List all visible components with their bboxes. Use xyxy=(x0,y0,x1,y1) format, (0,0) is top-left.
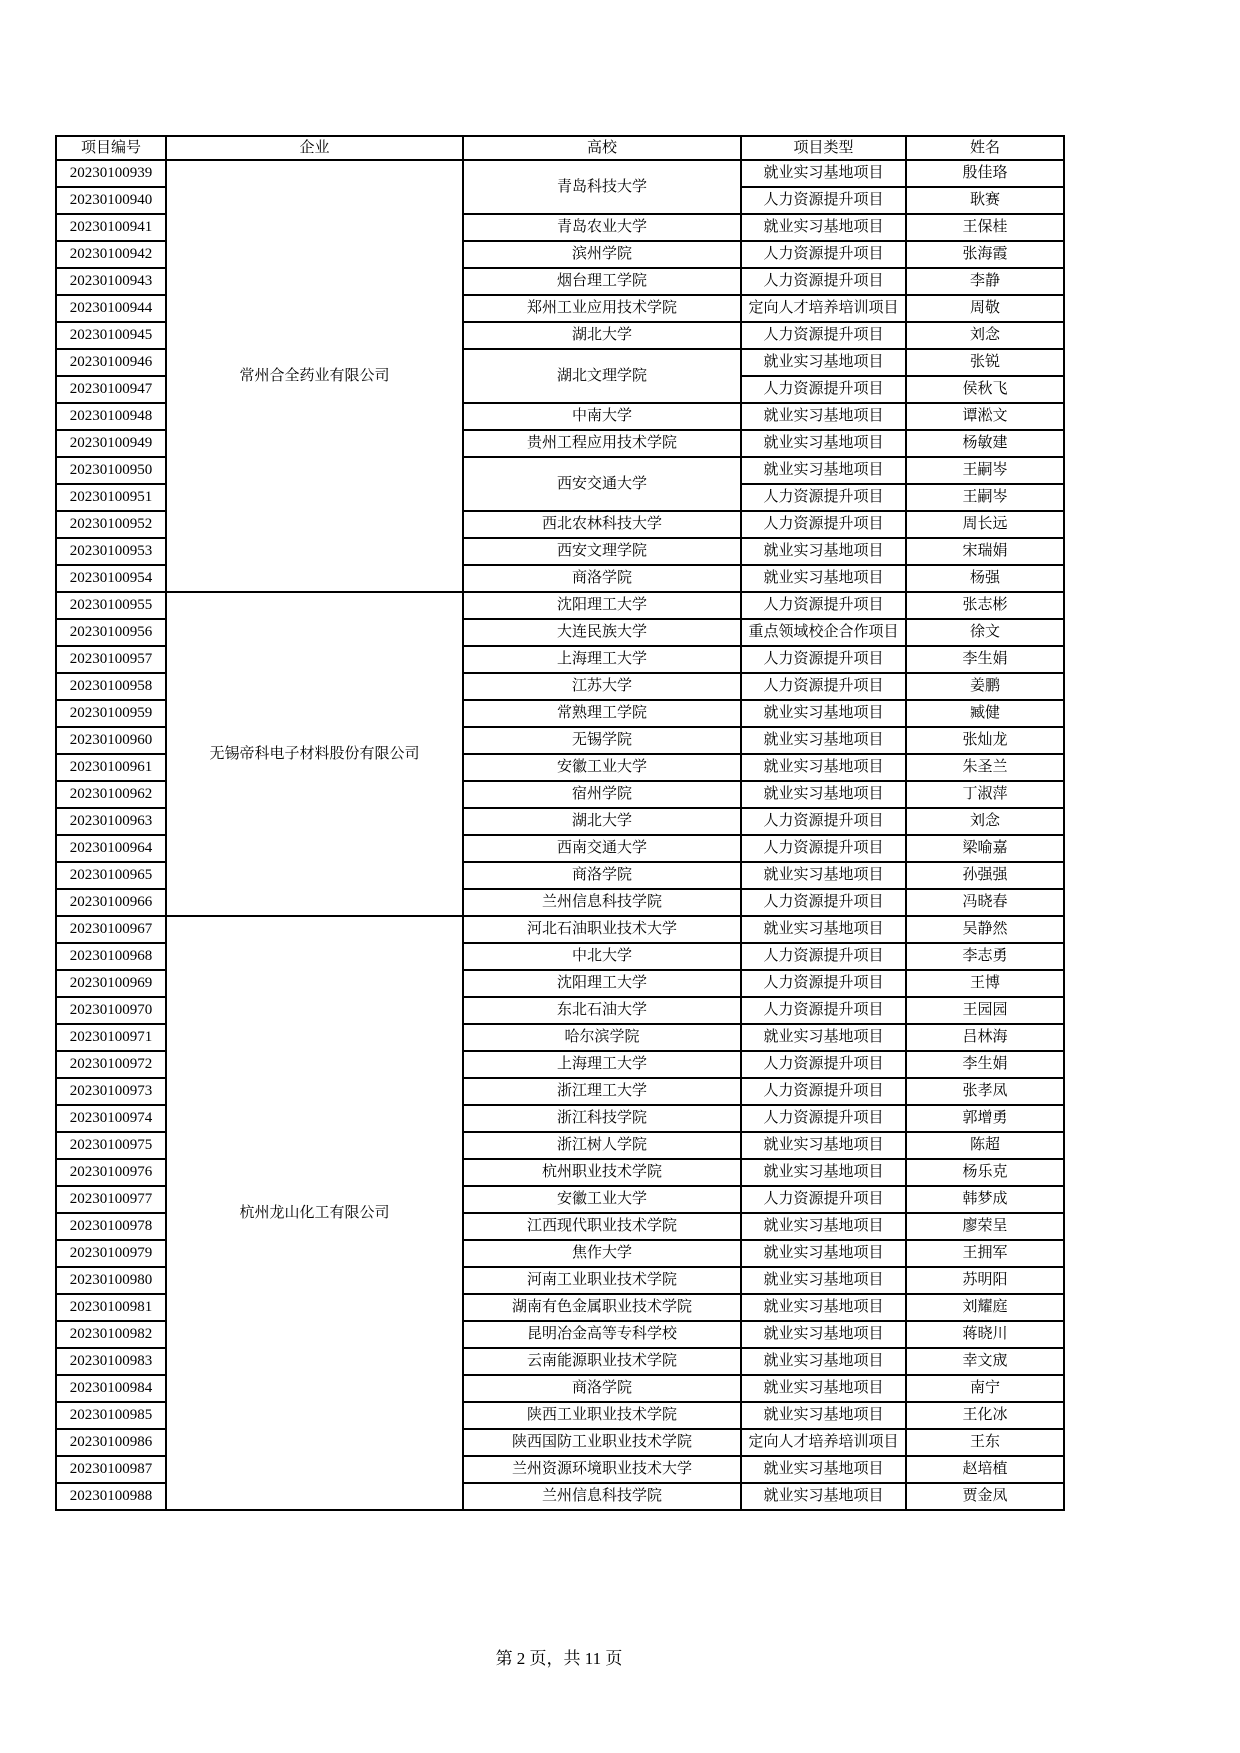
header-row xyxy=(56,136,1064,160)
school-cell: 兰州资源环境职业技术大学 xyxy=(463,1456,741,1483)
page-number: 第 2 页，共 11 页 xyxy=(495,1649,623,1668)
project-type-cell: 就业实习基地项目 xyxy=(741,1159,906,1186)
project-type-cell: 人力资源提升项目 xyxy=(741,187,906,214)
name-cell: 王园园 xyxy=(906,997,1064,1024)
project-id-cell: 20230100957 xyxy=(56,646,166,673)
name-cell: 贾金凤 xyxy=(906,1483,1064,1510)
project-type-cell: 就业实习基地项目 xyxy=(741,1024,906,1051)
column-header-school: 高校 xyxy=(463,136,741,160)
project-type-cell: 人力资源提升项目 xyxy=(741,997,906,1024)
column-header-project-id: 项目编号 xyxy=(56,136,166,160)
school-cell: 陕西国防工业职业技术学院 xyxy=(463,1429,741,1456)
name-cell: 周敬 xyxy=(906,295,1064,322)
school-cell: 大连民族大学 xyxy=(463,619,741,646)
project-id-cell: 20230100983 xyxy=(56,1348,166,1375)
project-type-cell: 就业实习基地项目 xyxy=(741,1375,906,1402)
project-id-cell: 20230100985 xyxy=(56,1402,166,1429)
project-type-cell: 就业实习基地项目 xyxy=(741,1213,906,1240)
name-cell: 张海霞 xyxy=(906,241,1064,268)
project-id-cell: 20230100962 xyxy=(56,781,166,808)
school-cell: 青岛农业大学 xyxy=(463,214,741,241)
project-type-cell: 就业实习基地项目 xyxy=(741,349,906,376)
project-id-cell: 20230100975 xyxy=(56,1132,166,1159)
school-cell: 东北石油大学 xyxy=(463,997,741,1024)
name-cell: 宋瑞娟 xyxy=(906,538,1064,565)
project-type-cell: 定向人才培养培训项目 xyxy=(741,295,906,322)
school-cell: 兰州信息科技学院 xyxy=(463,1483,741,1510)
school-cell: 焦作大学 xyxy=(463,1240,741,1267)
school-cell: 沈阳理工大学 xyxy=(463,592,741,619)
column-header-company: 企业 xyxy=(166,136,463,160)
school-cell: 西安文理学院 xyxy=(463,538,741,565)
name-cell: 廖荣呈 xyxy=(906,1213,1064,1240)
name-cell: 刘念 xyxy=(906,322,1064,349)
school-cell: 滨州学院 xyxy=(463,241,741,268)
project-id-cell: 20230100973 xyxy=(56,1078,166,1105)
project-id-cell: 20230100971 xyxy=(56,1024,166,1051)
project-type-cell: 人力资源提升项目 xyxy=(741,511,906,538)
project-id-cell: 20230100960 xyxy=(56,727,166,754)
company-cell: 无锡帝科电子材料股份有限公司 xyxy=(166,592,463,916)
project-id-cell: 20230100958 xyxy=(56,673,166,700)
project-type-cell: 就业实习基地项目 xyxy=(741,781,906,808)
school-cell: 哈尔滨学院 xyxy=(463,1024,741,1051)
project-id-cell: 20230100964 xyxy=(56,835,166,862)
project-id-cell: 20230100982 xyxy=(56,1321,166,1348)
project-id-cell: 20230100943 xyxy=(56,268,166,295)
name-cell: 杨敏建 xyxy=(906,430,1064,457)
name-cell: 赵培植 xyxy=(906,1456,1064,1483)
school-cell: 河南工业职业技术学院 xyxy=(463,1267,741,1294)
project-id-cell: 20230100968 xyxy=(56,943,166,970)
project-id-cell: 20230100979 xyxy=(56,1240,166,1267)
project-id-cell: 20230100949 xyxy=(56,430,166,457)
school-cell: 沈阳理工大学 xyxy=(463,970,741,997)
project-id-cell: 20230100940 xyxy=(56,187,166,214)
name-cell: 韩梦成 xyxy=(906,1186,1064,1213)
school-cell: 江西现代职业技术学院 xyxy=(463,1213,741,1240)
company-cell: 杭州龙山化工有限公司 xyxy=(166,916,463,1510)
project-id-cell: 20230100956 xyxy=(56,619,166,646)
name-cell: 刘念 xyxy=(906,808,1064,835)
name-cell: 李静 xyxy=(906,268,1064,295)
school-cell: 上海理工大学 xyxy=(463,1051,741,1078)
name-cell: 刘耀庭 xyxy=(906,1294,1064,1321)
project-id-cell: 20230100969 xyxy=(56,970,166,997)
project-type-cell: 就业实习基地项目 xyxy=(741,1456,906,1483)
project-type-cell: 人力资源提升项目 xyxy=(741,592,906,619)
project-id-cell: 20230100947 xyxy=(56,376,166,403)
name-cell: 徐文 xyxy=(906,619,1064,646)
name-cell: 蒋晓川 xyxy=(906,1321,1064,1348)
project-type-cell: 人力资源提升项目 xyxy=(741,970,906,997)
project-roster-table xyxy=(55,135,1065,1511)
school-cell: 云南能源职业技术学院 xyxy=(463,1348,741,1375)
name-cell: 王拥军 xyxy=(906,1240,1064,1267)
table-row xyxy=(56,592,1064,619)
school-cell: 杭州职业技术学院 xyxy=(463,1159,741,1186)
name-cell: 王嗣岑 xyxy=(906,457,1064,484)
name-cell: 王嗣岑 xyxy=(906,484,1064,511)
project-id-cell: 20230100984 xyxy=(56,1375,166,1402)
name-cell: 张锐 xyxy=(906,349,1064,376)
project-type-cell: 就业实习基地项目 xyxy=(741,1348,906,1375)
name-cell: 谭淞文 xyxy=(906,403,1064,430)
name-cell: 吕林海 xyxy=(906,1024,1064,1051)
project-id-cell: 20230100965 xyxy=(56,862,166,889)
project-type-cell: 人力资源提升项目 xyxy=(741,943,906,970)
school-cell: 无锡学院 xyxy=(463,727,741,754)
project-type-cell: 就业实习基地项目 xyxy=(741,403,906,430)
project-type-cell: 就业实习基地项目 xyxy=(741,754,906,781)
project-type-cell: 人力资源提升项目 xyxy=(741,241,906,268)
project-type-cell: 就业实习基地项目 xyxy=(741,565,906,592)
name-cell: 王东 xyxy=(906,1429,1064,1456)
project-id-cell: 20230100953 xyxy=(56,538,166,565)
name-cell: 耿赛 xyxy=(906,187,1064,214)
project-type-cell: 就业实习基地项目 xyxy=(741,862,906,889)
name-cell: 陈超 xyxy=(906,1132,1064,1159)
name-cell: 幸文宬 xyxy=(906,1348,1064,1375)
project-type-cell: 人力资源提升项目 xyxy=(741,835,906,862)
project-id-cell: 20230100986 xyxy=(56,1429,166,1456)
name-cell: 苏明阳 xyxy=(906,1267,1064,1294)
project-id-cell: 20230100942 xyxy=(56,241,166,268)
project-id-cell: 20230100966 xyxy=(56,889,166,916)
project-id-cell: 20230100988 xyxy=(56,1483,166,1510)
project-type-cell: 就业实习基地项目 xyxy=(741,160,906,187)
project-id-cell: 20230100974 xyxy=(56,1105,166,1132)
project-type-cell: 重点领域校企合作项目 xyxy=(741,619,906,646)
school-cell: 湖北文理学院 xyxy=(463,349,741,403)
project-type-cell: 就业实习基地项目 xyxy=(741,1483,906,1510)
name-cell: 张灿龙 xyxy=(906,727,1064,754)
project-type-cell: 人力资源提升项目 xyxy=(741,322,906,349)
project-type-cell: 就业实习基地项目 xyxy=(741,214,906,241)
school-cell: 郑州工业应用技术学院 xyxy=(463,295,741,322)
project-id-cell: 20230100980 xyxy=(56,1267,166,1294)
project-type-cell: 就业实习基地项目 xyxy=(741,1132,906,1159)
project-id-cell: 20230100955 xyxy=(56,592,166,619)
school-cell: 西南交通大学 xyxy=(463,835,741,862)
project-type-cell: 人力资源提升项目 xyxy=(741,673,906,700)
name-cell: 周长远 xyxy=(906,511,1064,538)
column-header-project-type: 项目类型 xyxy=(741,136,906,160)
school-cell: 上海理工大学 xyxy=(463,646,741,673)
project-id-cell: 20230100967 xyxy=(56,916,166,943)
project-id-cell: 20230100952 xyxy=(56,511,166,538)
school-cell: 陕西工业职业技术学院 xyxy=(463,1402,741,1429)
project-type-cell: 就业实习基地项目 xyxy=(741,1294,906,1321)
project-id-cell: 20230100978 xyxy=(56,1213,166,1240)
project-id-cell: 20230100945 xyxy=(56,322,166,349)
project-type-cell: 定向人才培养培训项目 xyxy=(741,1429,906,1456)
project-type-cell: 就业实习基地项目 xyxy=(741,1402,906,1429)
project-id-cell: 20230100948 xyxy=(56,403,166,430)
school-cell: 安徽工业大学 xyxy=(463,754,741,781)
name-cell: 丁淑萍 xyxy=(906,781,1064,808)
project-id-cell: 20230100959 xyxy=(56,700,166,727)
project-type-cell: 就业实习基地项目 xyxy=(741,1321,906,1348)
project-id-cell: 20230100972 xyxy=(56,1051,166,1078)
table-row xyxy=(56,160,1064,187)
project-type-cell: 就业实习基地项目 xyxy=(741,1240,906,1267)
name-cell: 侯秋飞 xyxy=(906,376,1064,403)
name-cell: 杨强 xyxy=(906,565,1064,592)
project-id-cell: 20230100987 xyxy=(56,1456,166,1483)
project-type-cell: 就业实习基地项目 xyxy=(741,538,906,565)
project-id-cell: 20230100976 xyxy=(56,1159,166,1186)
name-cell: 王博 xyxy=(906,970,1064,997)
project-id-cell: 20230100950 xyxy=(56,457,166,484)
school-cell: 贵州工程应用技术学院 xyxy=(463,430,741,457)
school-cell: 商洛学院 xyxy=(463,1375,741,1402)
name-cell: 李生娟 xyxy=(906,646,1064,673)
school-cell: 西北农林科技大学 xyxy=(463,511,741,538)
project-id-cell: 20230100961 xyxy=(56,754,166,781)
name-cell: 张孝凤 xyxy=(906,1078,1064,1105)
project-type-cell: 人力资源提升项目 xyxy=(741,646,906,673)
project-type-cell: 就业实习基地项目 xyxy=(741,457,906,484)
name-cell: 王化冰 xyxy=(906,1402,1064,1429)
school-cell: 西安交通大学 xyxy=(463,457,741,511)
school-cell: 兰州信息科技学院 xyxy=(463,889,741,916)
project-id-cell: 20230100946 xyxy=(56,349,166,376)
school-cell: 浙江科技学院 xyxy=(463,1105,741,1132)
school-cell: 河北石油职业技术大学 xyxy=(463,916,741,943)
project-type-cell: 人力资源提升项目 xyxy=(741,376,906,403)
project-id-cell: 20230100944 xyxy=(56,295,166,322)
school-cell: 中南大学 xyxy=(463,403,741,430)
project-id-cell: 20230100977 xyxy=(56,1186,166,1213)
project-id-cell: 20230100981 xyxy=(56,1294,166,1321)
project-type-cell: 人力资源提升项目 xyxy=(741,1105,906,1132)
project-type-cell: 人力资源提升项目 xyxy=(741,268,906,295)
table-row xyxy=(56,916,1064,943)
project-type-cell: 人力资源提升项目 xyxy=(741,1186,906,1213)
school-cell: 宿州学院 xyxy=(463,781,741,808)
name-cell: 张志彬 xyxy=(906,592,1064,619)
school-cell: 湖北大学 xyxy=(463,808,741,835)
project-id-cell: 20230100970 xyxy=(56,997,166,1024)
name-cell: 吴静然 xyxy=(906,916,1064,943)
school-cell: 湖北大学 xyxy=(463,322,741,349)
project-type-cell: 人力资源提升项目 xyxy=(741,808,906,835)
project-id-cell: 20230100941 xyxy=(56,214,166,241)
name-cell: 臧健 xyxy=(906,700,1064,727)
name-cell: 殷佳珞 xyxy=(906,160,1064,187)
name-cell: 王保桂 xyxy=(906,214,1064,241)
name-cell: 朱圣兰 xyxy=(906,754,1064,781)
project-type-cell: 就业实习基地项目 xyxy=(741,1267,906,1294)
project-id-cell: 20230100951 xyxy=(56,484,166,511)
project-type-cell: 人力资源提升项目 xyxy=(741,889,906,916)
school-cell: 常熟理工学院 xyxy=(463,700,741,727)
project-type-cell: 就业实习基地项目 xyxy=(741,727,906,754)
project-type-cell: 就业实习基地项目 xyxy=(741,430,906,457)
name-cell: 杨乐克 xyxy=(906,1159,1064,1186)
name-cell: 李志勇 xyxy=(906,943,1064,970)
school-cell: 昆明冶金高等专科学校 xyxy=(463,1321,741,1348)
school-cell: 浙江树人学院 xyxy=(463,1132,741,1159)
school-cell: 浙江理工大学 xyxy=(463,1078,741,1105)
project-type-cell: 人力资源提升项目 xyxy=(741,484,906,511)
name-cell: 梁喻嘉 xyxy=(906,835,1064,862)
school-cell: 江苏大学 xyxy=(463,673,741,700)
project-id-cell: 20230100954 xyxy=(56,565,166,592)
school-cell: 商洛学院 xyxy=(463,565,741,592)
name-cell: 李生娟 xyxy=(906,1051,1064,1078)
company-cell: 常州合全药业有限公司 xyxy=(166,160,463,592)
school-cell: 中北大学 xyxy=(463,943,741,970)
school-cell: 烟台理工学院 xyxy=(463,268,741,295)
project-id-cell: 20230100963 xyxy=(56,808,166,835)
name-cell: 南宁 xyxy=(906,1375,1064,1402)
name-cell: 姜鹏 xyxy=(906,673,1064,700)
name-cell: 郭增勇 xyxy=(906,1105,1064,1132)
name-cell: 孙强强 xyxy=(906,862,1064,889)
school-cell: 湖南有色金属职业技术学院 xyxy=(463,1294,741,1321)
name-cell: 冯晓春 xyxy=(906,889,1064,916)
school-cell: 青岛科技大学 xyxy=(463,160,741,214)
school-cell: 商洛学院 xyxy=(463,862,741,889)
school-cell: 安徽工业大学 xyxy=(463,1186,741,1213)
project-id-cell: 20230100939 xyxy=(56,160,166,187)
project-type-cell: 人力资源提升项目 xyxy=(741,1078,906,1105)
project-type-cell: 人力资源提升项目 xyxy=(741,1051,906,1078)
project-type-cell: 就业实习基地项目 xyxy=(741,916,906,943)
column-header-name: 姓名 xyxy=(906,136,1064,160)
project-type-cell: 就业实习基地项目 xyxy=(741,700,906,727)
